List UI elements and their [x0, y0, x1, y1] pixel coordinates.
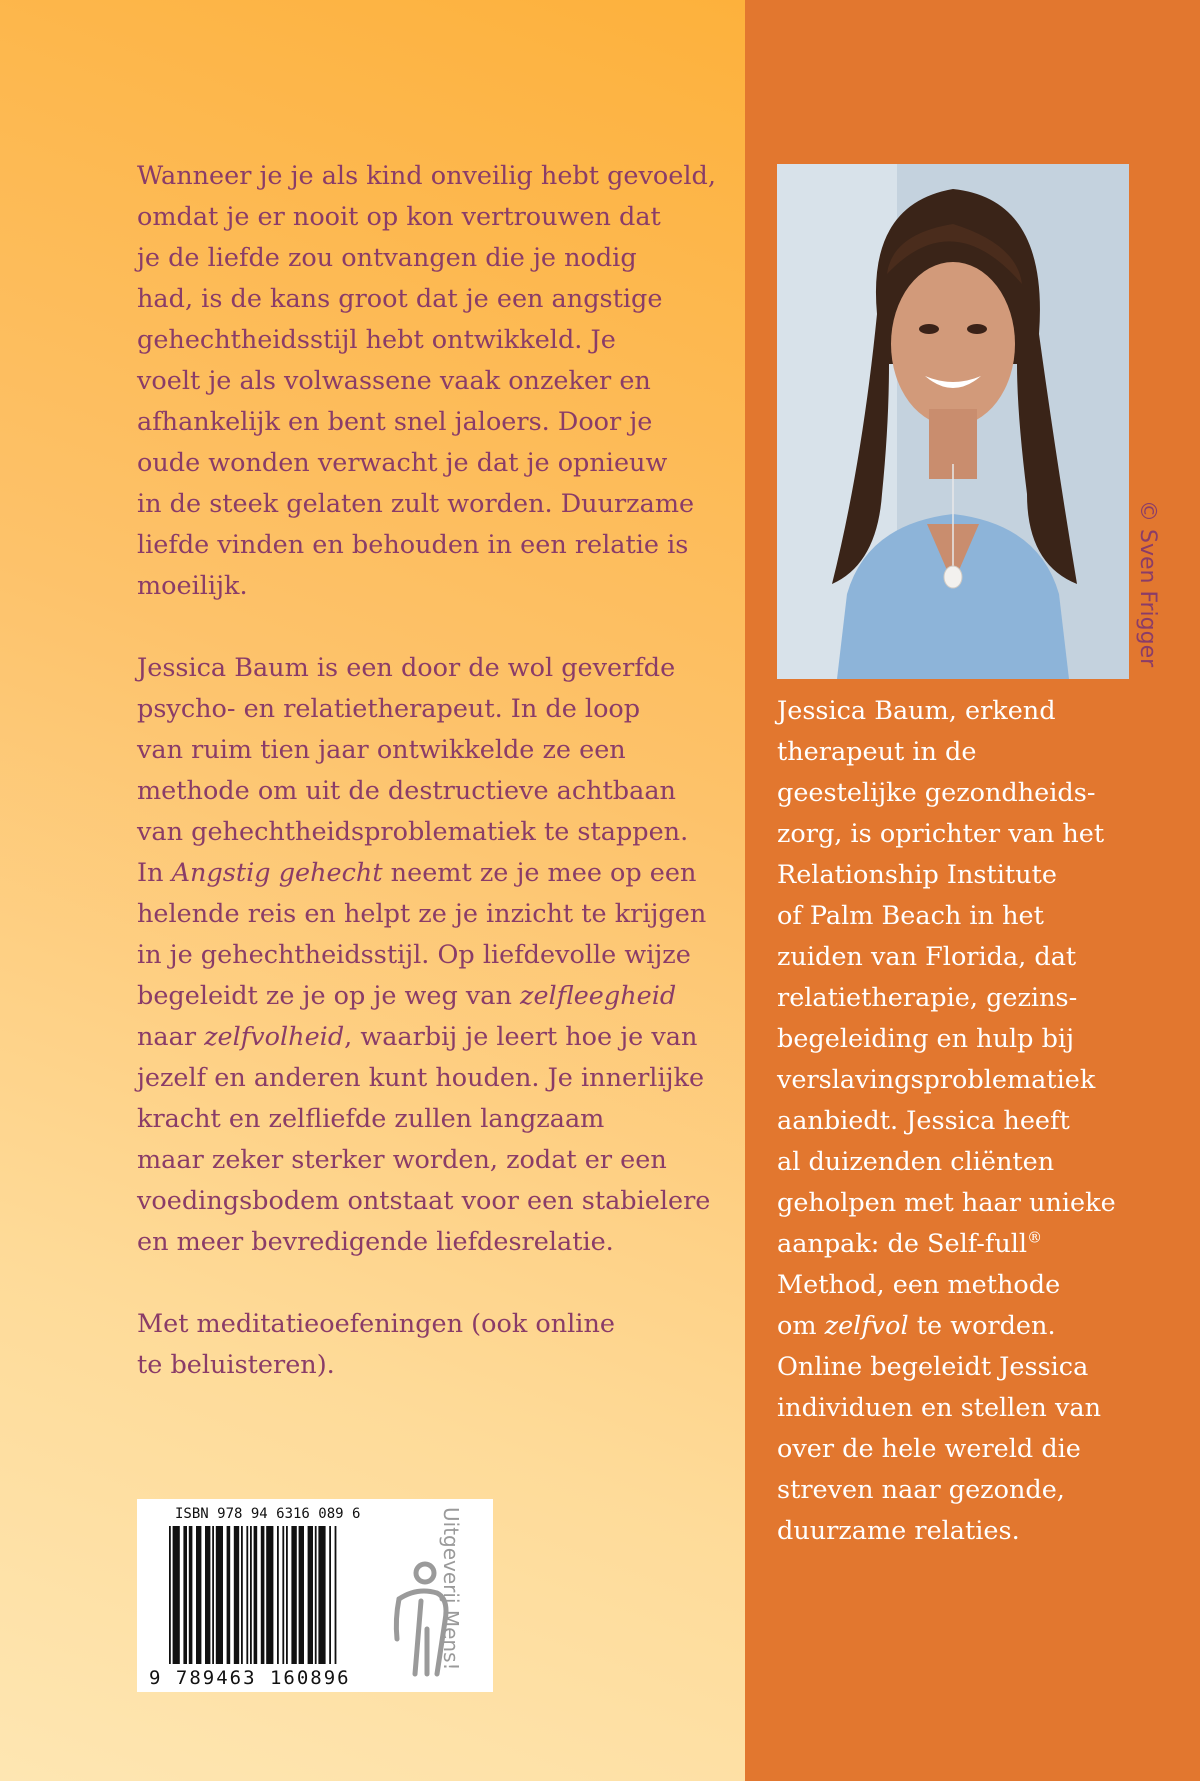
blurb-line: gehechtheidsstijl hebt ontwikkeld. Je [137, 325, 616, 355]
bio-text: aanpak: de Self-full [777, 1229, 1028, 1259]
barcode-bar [282, 1526, 284, 1664]
blurb-text: , waarbij je leert hoe je van [344, 1022, 698, 1052]
bio-line: aanbiedt. Jessica heeft [777, 1106, 1070, 1136]
ean-digits: 9 789463 160896 [149, 1667, 351, 1689]
barcode-bar [291, 1526, 296, 1664]
barcode-bar [205, 1526, 210, 1664]
blurb-line: moeilijk. [137, 571, 248, 601]
emphasis-text: zelfvol [824, 1311, 909, 1341]
blurb-line: oude wonden verwacht je dat je opnieuw [137, 448, 668, 478]
registered-mark: ® [1027, 1228, 1043, 1247]
blurb-line: te beluisteren). [137, 1350, 335, 1380]
blurb-line: omdat je er nooit op kon vertrouwen dat [137, 202, 661, 232]
blurb-line: had, is de kans groot dat je een angstige [137, 284, 663, 314]
publisher-name-text: Uitgeverij Mens! [439, 1507, 463, 1671]
back-cover-blurb [137, 156, 727, 1427]
blurb-line: in je gehechtheidsstijl. Op liefdevolle wijze [137, 940, 691, 970]
barcode-bar [196, 1526, 201, 1664]
bio-line: al duizenden cliënten [777, 1147, 1055, 1177]
bio-line: geholpen met haar unieke [777, 1188, 1116, 1218]
barcode-bar [299, 1526, 304, 1664]
bio-text: te worden. [908, 1311, 1056, 1341]
barcode-panel [137, 1499, 493, 1692]
barcode-bar [241, 1526, 243, 1664]
bio-line: zuiden van Florida, dat [777, 942, 1077, 972]
blurb-line: van ruim tien jaar ontwikkelde ze een [137, 735, 626, 765]
barcode-bars [167, 1526, 367, 1666]
blurb-paragraph-3 [137, 1304, 727, 1386]
blurb-line [137, 1017, 727, 1058]
isbn-text: ISBN 978 94 6316 089 6 [175, 1506, 361, 1522]
bio-line: therapeut in de [777, 737, 977, 767]
emphasis-text: zelfleegheid [520, 981, 677, 1011]
author-photo [777, 164, 1129, 679]
blurb-text: neemt ze je mee op een [382, 858, 697, 888]
bio-line: individuen en stellen van [777, 1393, 1101, 1423]
bio-line: begeleiding en hulp bij [777, 1024, 1074, 1054]
barcode-bar [173, 1526, 180, 1664]
barcode-bar [216, 1526, 223, 1664]
blurb-line: afhankelijk en bent snel jaloers. Door je [137, 407, 653, 437]
publisher-logo-icon [387, 1559, 457, 1679]
blurb-line: psycho- en relatietherapeut. In de loop [137, 694, 641, 724]
barcode-bar [335, 1526, 337, 1664]
bio-line [777, 1224, 1177, 1265]
barcode-bar [227, 1526, 231, 1664]
barcode-bar [212, 1526, 214, 1664]
barcode-bar [234, 1526, 239, 1664]
bio-line: Method, een methode [777, 1270, 1061, 1300]
blurb-line [137, 976, 727, 1017]
bio-line: Relationship Institute [777, 860, 1057, 890]
bio-line: Online begeleidt Jessica [777, 1352, 1089, 1382]
photo-credit-text: © Sven Frigger [1135, 500, 1160, 668]
blurb-line: Jessica Baum is een door de wol geverfde [137, 653, 676, 683]
blurb-line: kracht en zelfliefde zullen langzaam [137, 1104, 605, 1134]
bio-line: verslavingsproblematiek [777, 1065, 1096, 1095]
blurb-line: Met meditatieoefeningen (ook online [137, 1309, 615, 1339]
bio-line: duurzame relaties. [777, 1516, 1020, 1546]
barcode-bar [261, 1526, 265, 1664]
barcode-bar [246, 1526, 248, 1664]
barcode-bar [183, 1526, 187, 1664]
blurb-paragraph-1 [137, 156, 727, 607]
blurb-line: methode om uit de destructieve achtbaan [137, 776, 676, 806]
blurb-line: van gehechtheidsproblematiek te stappen. [137, 817, 689, 847]
barcode-bar [329, 1526, 331, 1664]
barcode-bar [277, 1526, 279, 1664]
barcode-bar [169, 1526, 171, 1664]
barcode-bar [286, 1526, 288, 1664]
blurb-line: Wanneer je je als kind onveilig hebt gevoeld, [137, 161, 716, 191]
barcode-bar [254, 1526, 258, 1664]
blurb-line: maar zeker sterker worden, zodat er een [137, 1145, 667, 1175]
bio-line: of Palm Beach in het [777, 901, 1044, 931]
blurb-line: helende reis en helpt ze je inzicht te krijgen [137, 899, 707, 929]
bio-line: streven naar gezonde, [777, 1475, 1065, 1505]
barcode-bar [315, 1526, 317, 1664]
blurb-line [137, 853, 727, 894]
bio-line: geestelijke gezondheids- [777, 778, 1096, 808]
blurb-text: In [137, 858, 172, 888]
bio-line: over de hele wereld die [777, 1434, 1081, 1464]
book-title: Angstig gehecht [171, 858, 383, 888]
author-bio [777, 691, 1177, 1552]
blurb-line: jezelf en anderen kunt houden. Je innerlijke [137, 1063, 705, 1093]
bio-line: zorg, is oprichter van het [777, 819, 1105, 849]
blurb-line: voelt je als volwassene vaak onzeker en [137, 366, 651, 396]
bio-line: Jessica Baum, erkend [777, 696, 1056, 726]
bio-line [777, 1306, 1177, 1347]
bio-text: om [777, 1311, 825, 1341]
blurb-line: liefde vinden en behouden in een relatie is [137, 530, 689, 560]
blurb-line: voedingsbodem ontstaat voor een stabielere [137, 1186, 711, 1216]
barcode-bar [318, 1526, 325, 1664]
barcode-bar [266, 1526, 273, 1664]
blurb-text: begeleidt ze je op je weg van [137, 981, 521, 1011]
blurb-paragraph-2 [137, 648, 727, 1263]
blurb-line: en meer bevredigende liefdesrelatie. [137, 1227, 614, 1257]
author-portrait-illustration [777, 164, 1129, 679]
barcode-bar [250, 1526, 252, 1664]
blurb-text: naar [137, 1022, 205, 1052]
blurb-line: in de steek gelaten zult worden. Duurzame [137, 489, 695, 519]
blurb-line: je de liefde zou ontvangen die je nodig [137, 243, 637, 273]
emphasis-text: zelfvolheid [204, 1022, 345, 1052]
bio-line: relatietherapie, gezins- [777, 983, 1078, 1013]
barcode-bar [308, 1526, 313, 1664]
barcode-bar [189, 1526, 193, 1664]
